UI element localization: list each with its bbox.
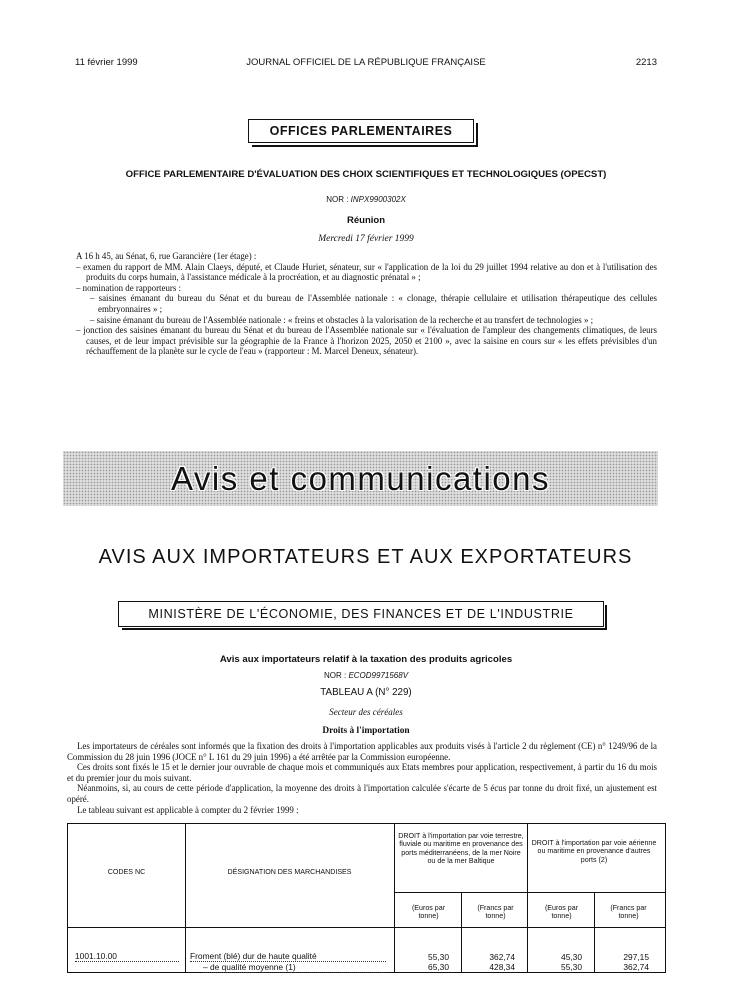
cell-value: 55,30 [561, 962, 582, 972]
header-francs: (Francs par tonne) [477, 904, 514, 921]
column-rule [594, 892, 595, 972]
column-rule [527, 824, 528, 972]
column-rule [461, 892, 462, 972]
agenda-item: – nomination de rapporteurs : [76, 282, 181, 293]
cell-code: 1001.10.00 [75, 951, 179, 962]
row-rule [394, 892, 666, 893]
duties-table [67, 823, 666, 973]
header-codes-nc: CODES NC [107, 868, 146, 876]
running-head [75, 57, 657, 71]
avis-section-title: AVIS AUX IMPORTATEURS ET AUX EXPORTATEURS [98, 546, 633, 568]
header-euros: (Euros par tonne) [411, 904, 446, 921]
band-title: Avis et communications [170, 460, 551, 497]
cell-value: 65,30 [428, 962, 449, 972]
page-number: 2213 [635, 57, 657, 68]
agenda-item: – saisines émanant du bureau du Sénat et du bureau de l'Assemblée nationale : « clonage, thérapie cellulaire et utilisation thérapeutique des cellules embryonnaires » ; [90, 293, 657, 314]
avis-title: Avis aux importateurs relatif à la taxation des produits agricoles [219, 654, 513, 665]
agenda-item: A 16 h 45, au Sénat, 6, rue Garancière (1er étage) : [76, 251, 257, 261]
cell-value: 45,30 [561, 952, 582, 962]
cell-designation: Froment (blé) dur de haute qualité [190, 951, 386, 962]
sector-label: Secteur des céréales [329, 707, 403, 717]
header-euros: (Euros par tonne) [544, 904, 579, 921]
row-rule [68, 927, 666, 928]
agenda-item: – saisine émanant du bureau de l'Assemblée nationale : « freins et obstacles à la valorisation de la recherche et au transfert de technologies » ; [90, 314, 594, 325]
header-designation: DÉSIGNATION DES MARCHANDISES [227, 868, 352, 876]
droits-heading: Droits à l'importation [322, 726, 410, 736]
section-band [63, 451, 658, 506]
journal-title: JOURNAL OFFICIEL DE LA RÉPUBLIQUE FRANÇAISE [246, 57, 486, 68]
meeting-date: Mercredi 17 février 1999 [318, 234, 414, 244]
paragraph: Le tableau suivant est applicable à compter du 2 février 1999 : [77, 804, 299, 815]
cell-value: 362,74 [623, 962, 649, 972]
header-group-other-ports: DROIT à l'importation par voie aérienne ou maritime en provenance d'autres ports (2) [531, 839, 657, 864]
meeting-agenda [76, 251, 657, 357]
paragraph: Néanmoins, si, au cours de cette période d'application, la moyenne des droits à l'importation calculée s'écarte de 5 écus par tonne du droit fixé, un ajustement est opéré. [67, 783, 657, 804]
paragraph: Ces droits sont fixés le 15 et le dernier jour ouvrable de chaque mois et communiqués aux Etats membres pour application, respectivement, à partir du 16 du mois et du premier jour du mois suivant. [67, 762, 657, 783]
office-heading: OFFICE PARLEMENTAIRE D'ÉVALUATION DES CHOIX SCIENTIFIQUES ET TECHNOLOGIQUES (OPECST) [125, 169, 607, 180]
nor-reference-2 [75, 671, 657, 680]
header-francs: (Francs par tonne) [610, 904, 647, 921]
paragraph: Les importateurs de céréales sont informés que la fixation des droits à l'importation applicables aux produits visés à l'article 2 du règlement (CE) n° 1249/96 de la Commission du 28 juin 1996 (JOCE n° L 161 du 29 juin 1996) a été arrêtée par la Commission européenne. [67, 741, 657, 762]
header-group-mediterranean: DROIT à l'importation par voie terrestre, fluviale ou maritime en provenance des ports méditerranéens, de la mer Noire ou de la mer Baltique [398, 832, 524, 865]
nor-prefix: NOR : [323, 671, 347, 680]
nor-code: ECOD9971568V [348, 671, 409, 680]
nor-prefix: NOR : [326, 195, 349, 204]
cell-value: 428,34 [489, 962, 515, 972]
issue-date: 11 février 1999 [75, 57, 138, 68]
column-rule [394, 824, 395, 972]
cell-value: 297,15 [623, 952, 649, 962]
offices-section-label: OFFICES PARLEMENTAIRES [248, 119, 474, 143]
meeting-title: Réunion [347, 215, 385, 226]
avis-body [67, 741, 657, 815]
agenda-item: – examen du rapport de MM. Alain Claeys, député, et Claude Huriet, sénateur, sur « l'application de la loi du 29 juillet 1994 relative au don et à l'utilisation des produits du corps humain, à l'assistance médicale à la procréation, et au diagnostic prénatal » ; [76, 261, 657, 283]
tableau-label: TABLEAU A (N° 229) [320, 687, 412, 698]
cell-value: 362,74 [489, 952, 515, 962]
ministry-heading: MINISTÈRE DE L'ÉCONOMIE, DES FINANCES ET DE L'INDUSTRIE [118, 601, 604, 627]
cell-designation: – de qualité moyenne (1) [203, 962, 386, 973]
agenda-item: – jonction des saisines émanant du bureau du Sénat et du bureau de l'Assemblée nationale sur « l'évaluation de l'ampleur des changements climatiques, de leurs causes, et de leur impact prévisible sur la géographie de la France à l'horizon 2025, 2050 et 2100 », avec la saisine en cours sur « les effets prévisibles d'un réchauffement de la planète sur le cycle de l'eau » (rapporteur : M. Marcel Deneux, sénateur). [76, 325, 657, 357]
column-rule [185, 824, 186, 972]
nor-reference [75, 195, 657, 204]
cell-value: 55,30 [428, 952, 449, 962]
nor-code: INPX9900302X [350, 195, 406, 204]
